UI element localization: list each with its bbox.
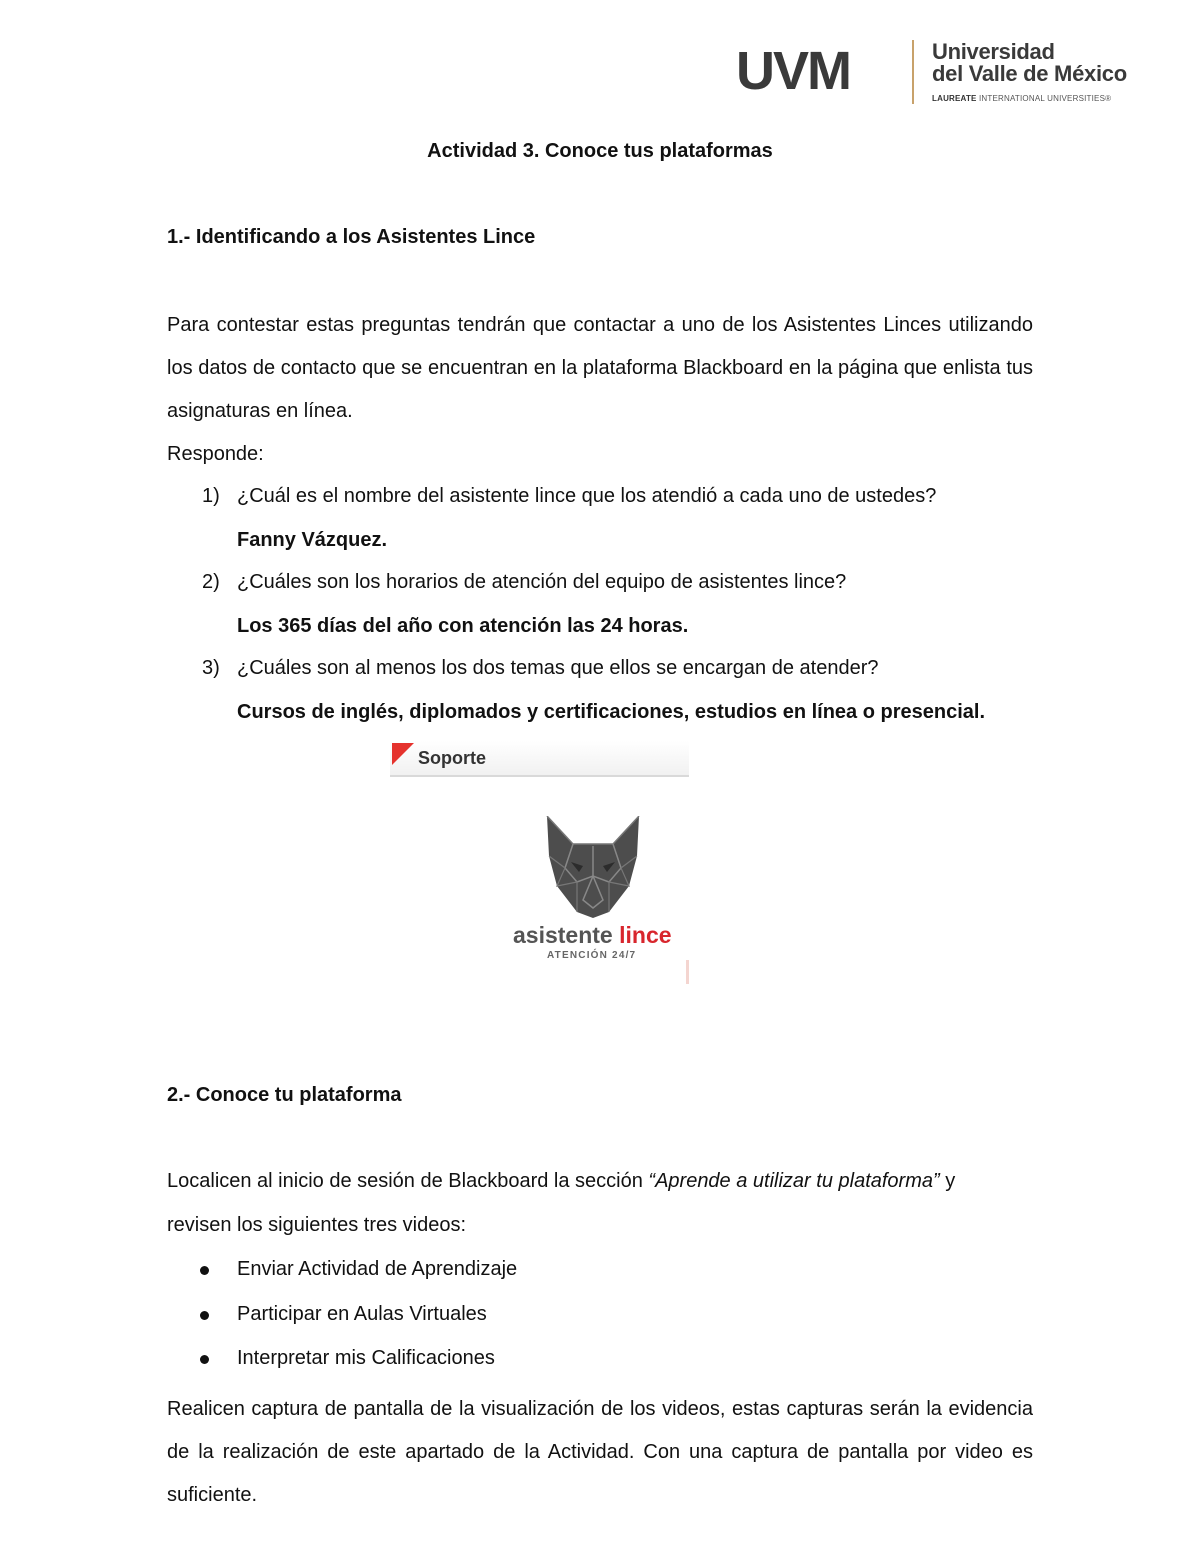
question-number: 3) [202, 657, 220, 679]
section2-heading: 2.- Conoce tu plataforma [167, 1084, 402, 1106]
uvm-logo [736, 40, 1136, 108]
red-flag-icon [392, 743, 414, 765]
answer-text: Cursos de inglés, diplomados y certificaciones, estudios en línea o presencial. [237, 701, 986, 723]
soporte-label: Soporte [418, 748, 487, 768]
question-text: ¿Cuál es el nombre del asistente lince que los atendió a cada uno de ustedes? [237, 485, 937, 507]
bullet-icon [200, 1355, 209, 1364]
lince-tagline: ATENCIÓN 24/7 [547, 950, 637, 961]
uvm-letters-logo [736, 46, 898, 92]
video-list-item: Enviar Actividad de Aprendizaje [237, 1258, 518, 1280]
responde-label: Responde: [167, 443, 264, 465]
section1-heading: 1.- Identificando a los Asistentes Lince [167, 226, 536, 248]
soporte-image [390, 741, 689, 777]
lynx-head-icon [543, 816, 643, 918]
bullet-icon [200, 1311, 209, 1320]
video-list-item: Interpretar mis Calificaciones [237, 1347, 495, 1369]
document-title: Actividad 3. Conoce tus plataformas [427, 140, 773, 162]
bullet-icon [200, 1266, 209, 1275]
logo-laureate-line: LAUREATE INTERNATIONAL UNIVERSITIES® [932, 94, 1112, 103]
question-number: 2) [202, 571, 220, 593]
question-text: ¿Cuáles son al menos los dos temas que ellos se encargan de atender? [237, 657, 879, 679]
question-number: 1) [202, 485, 220, 507]
video-list-item: Participar en Aulas Virtuales [237, 1303, 487, 1325]
logo-university-line1: Universidad [932, 39, 1055, 64]
asistente-lince-logo [505, 812, 695, 987]
answer-text: Fanny Vázquez. [237, 529, 388, 551]
image-edge [686, 960, 689, 984]
lince-wordmark: asistente lince [513, 922, 672, 948]
section2-intro-line2: revisen los siguientes tres videos: [167, 1214, 467, 1236]
svg-text:UVM: UVM [736, 46, 850, 92]
answer-text: Los 365 días del año con atención las 24 horas. [237, 615, 689, 637]
section1-intro: Para contestar estas preguntas tendrán que contactar a uno de los Asistentes Linces utilizando los datos de contacto que se encuentran en la plataforma Blackboard en la página que enlista tus asignaturas en línea. [167, 314, 1033, 422]
question-text: ¿Cuáles son los horarios de atención del equipo de asistentes lince? [237, 571, 847, 593]
section2-intro-line1: Localicen al inicio de sesión de Blackboard la sección “Aprende a utilizar tu plataforma” y [167, 1170, 956, 1192]
section2-closing: Realicen captura de pantalla de la visualización de los videos, estas capturas serán la evidencia de la realización de este apartado de la Actividad. Con una captura de pantalla por video es suficiente. [167, 1398, 1033, 1506]
logo-divider [912, 40, 914, 104]
logo-university-line2: del Valle de México [932, 61, 1127, 86]
